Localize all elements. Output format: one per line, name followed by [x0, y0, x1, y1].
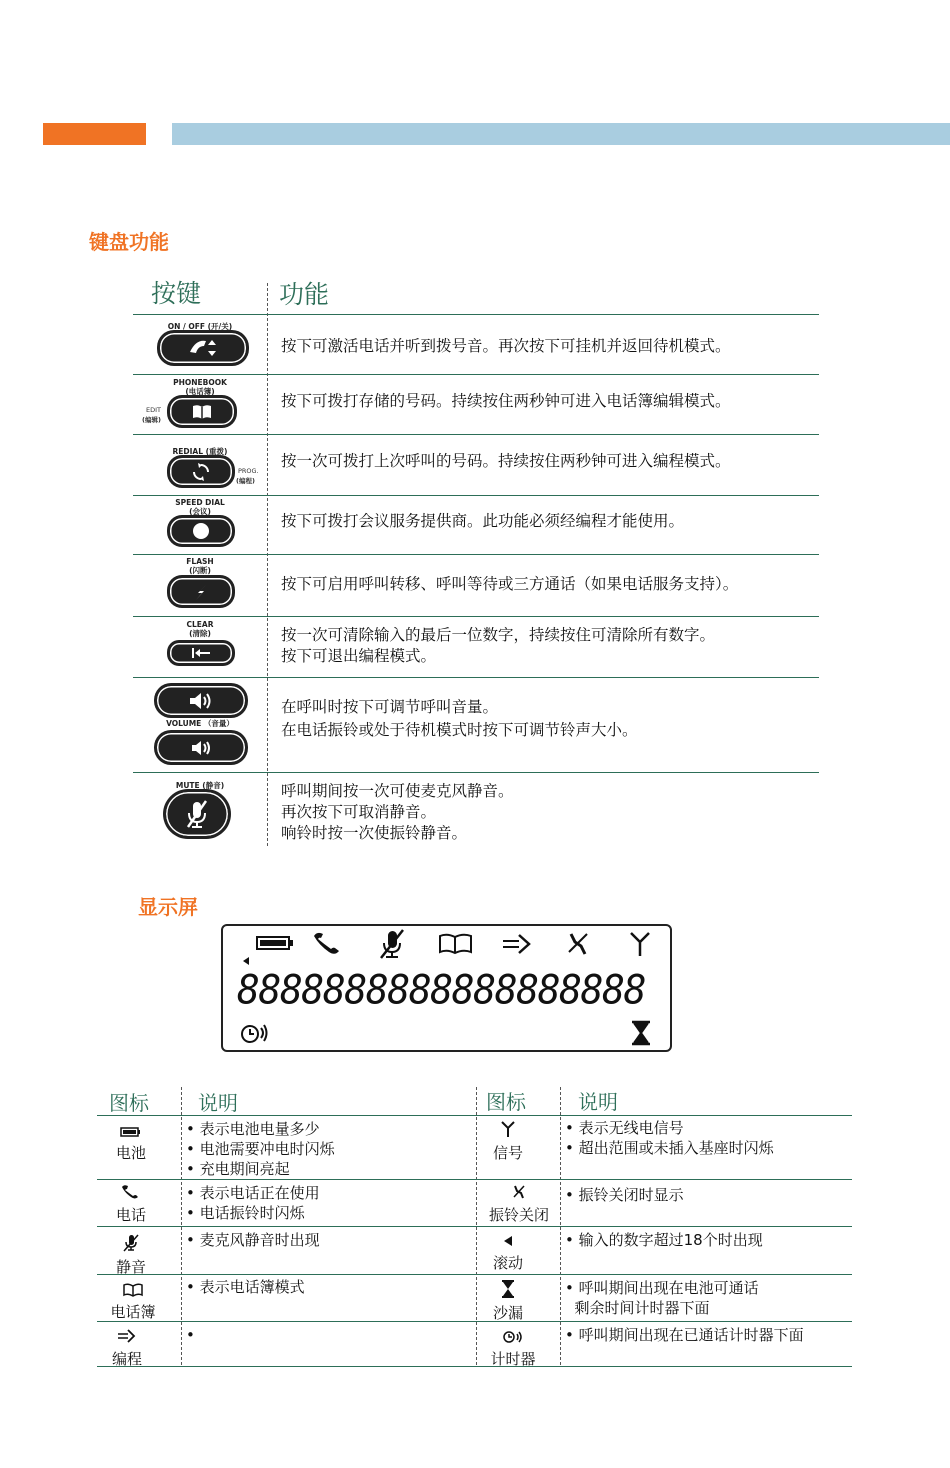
- book-icon: [191, 404, 213, 420]
- icon-row-hourglass: [480, 1280, 536, 1323]
- antenna-icon: [627, 930, 653, 958]
- clear-icon: [190, 647, 212, 659]
- book-icon: [437, 932, 475, 956]
- icon-desc-line: 呼叫期间出现在电池可通话: [578, 1279, 759, 1297]
- hourglass-icon: [629, 1020, 653, 1046]
- mic-mute-icon: [375, 928, 409, 960]
- program-arrow-icon: [116, 1328, 138, 1344]
- divider: [133, 374, 819, 375]
- mic-mute-icon: [121, 1234, 141, 1252]
- phone-icon: [311, 930, 345, 956]
- edit-label: EDIT: [146, 406, 161, 414]
- divider: [97, 1366, 852, 1367]
- prog-label: PROG.: [238, 467, 259, 475]
- key-label-volume: VOLUME （音量）: [166, 719, 234, 728]
- divider: [133, 314, 819, 315]
- icon-desc-line: 表示电池电量多少: [199, 1120, 320, 1138]
- divider: [133, 616, 819, 617]
- program-arrow-icon: [499, 932, 535, 956]
- mute-icon: [184, 799, 210, 829]
- icon-table-head-icon-right: 图标: [486, 1090, 526, 1114]
- hourglass-icon: [501, 1280, 515, 1298]
- icon-table-head-desc-left: 说明: [198, 1091, 238, 1115]
- phonebook-button[interactable]: [168, 396, 236, 427]
- key-desc-mute-1: 呼叫期间按一次可使麦克风静音。: [281, 782, 514, 800]
- icon-row-battery: [100, 1124, 162, 1163]
- key-desc-onoff: 按下可激活电话并听到拨号音。再次按下可挂机并返回待机模式。: [281, 337, 731, 355]
- icon-desc-line: 呼叫期间出现在已通话计时器下面: [578, 1326, 804, 1344]
- section-title-keypad: 键盘功能: [89, 230, 169, 254]
- section-title-display: 显示屏: [138, 895, 198, 919]
- icon-desc-line: 表示电话簿模式: [199, 1278, 305, 1296]
- key-label-phonebook: PHONEBOOK: [173, 378, 227, 387]
- icon-name: 沙漏: [492, 1304, 523, 1322]
- icon-desc-line: 麦克风静音时出现: [199, 1231, 320, 1249]
- icon-desc-signal: • 表示无线电信号 • 超出范围或未插入基座时闪烁: [565, 1119, 774, 1157]
- redial-button[interactable]: [168, 456, 234, 487]
- divider: [97, 1179, 852, 1180]
- divider: [97, 1321, 852, 1322]
- icon-desc-timer: • 呼叫期间出现在已通话计时器下面: [565, 1326, 804, 1344]
- timer-icon: [502, 1330, 524, 1344]
- volume-down-button[interactable]: [155, 731, 247, 764]
- icon-desc-phone: • 表示电话正在使用 • 电话振铃时闪烁: [186, 1184, 320, 1222]
- on-off-button[interactable]: [158, 331, 248, 365]
- mute-button[interactable]: [164, 790, 230, 838]
- flash-icon: [192, 583, 210, 601]
- key-sublabel-phonebook: (电话簿): [185, 387, 215, 396]
- divider: [97, 1226, 852, 1227]
- icon-row-timer: [482, 1330, 544, 1369]
- icon-desc-ringer-off: • 振铃关闭时显示: [565, 1186, 684, 1204]
- key-desc-flash: 按下可启用呼叫转移、呼叫等待或三方通话（如果电话服务支持）。: [281, 575, 739, 593]
- key-desc-volume-1: 在呼叫时按下可调节呼叫音量。: [281, 698, 499, 716]
- icon-row-phone: [100, 1184, 162, 1225]
- key-label-flash: FLASH: [186, 557, 214, 566]
- divider: [97, 1274, 852, 1275]
- header-bar-blue: [172, 123, 950, 145]
- timer-icon: [239, 1022, 271, 1044]
- icon-desc-line: 电话振铃时闪烁: [199, 1204, 305, 1222]
- header-bar-orange: [43, 123, 146, 145]
- battery-icon: [255, 934, 297, 952]
- icon-table-head-desc-right: 说明: [578, 1090, 618, 1114]
- icon-row-program: [100, 1328, 154, 1369]
- prog-sublabel: (编程): [236, 477, 255, 485]
- col-head-key: 按键: [151, 279, 202, 308]
- divider: [97, 1115, 852, 1116]
- antenna-icon: [500, 1120, 516, 1138]
- icon-desc-line: 输入的数字超过18个时出现: [578, 1231, 763, 1249]
- icon-desc-program: •: [186, 1326, 195, 1344]
- key-desc-speeddial: 按下可拨打会议服务提供商。此功能必须经编程才能使用。: [281, 512, 685, 530]
- icon-name: 滚动: [492, 1254, 523, 1272]
- icon-desc-line: 振铃关闭时显示: [578, 1186, 684, 1204]
- icon-desc-mute: • 麦克风静音时出现: [186, 1231, 320, 1249]
- lcd-display: [221, 924, 672, 1052]
- key-sublabel-clear: (清除): [189, 629, 211, 638]
- key-label-redial: REDIAL (重拨): [172, 447, 228, 456]
- key-desc-clear-1: 按一次可清除输入的最后一位数字，持续按住可清除所有数字。: [281, 626, 716, 644]
- icon-desc-line: 电池需要冲电时闪烁: [199, 1140, 335, 1158]
- key-desc-volume-2: 在电话振铃或处于待机模式时按下可调节铃声大小。: [281, 721, 638, 739]
- key-desc-redial: 按一次可拨打上次呼叫的号码。持续按住两秒钟可进入编程模式。: [281, 452, 731, 470]
- key-label-speeddial: SPEED DIAL: [175, 498, 225, 507]
- battery-icon: [120, 1126, 142, 1138]
- icon-desc-battery: • 表示电池电量多少 • 电池需要冲电时闪烁 • 充电期间亮起: [186, 1120, 335, 1178]
- volume-icon: [189, 739, 213, 757]
- dot-icon: [192, 522, 210, 540]
- icon-name: 信号: [492, 1144, 523, 1162]
- icon-desc-line: 充电期间亮起: [199, 1160, 290, 1178]
- speed-dial-button[interactable]: [168, 516, 234, 546]
- divider: [133, 434, 819, 435]
- icon-name: 电话簿: [110, 1303, 156, 1321]
- icon-row-mute: [100, 1234, 162, 1277]
- key-col-divider: [267, 283, 268, 846]
- icon-name: 编程: [111, 1350, 142, 1368]
- volume-up-button[interactable]: [155, 684, 247, 717]
- divider: [133, 495, 819, 496]
- divider: [133, 677, 819, 678]
- redial-icon: [192, 463, 210, 481]
- icon-row-scroll: [480, 1234, 536, 1273]
- phone-icon: [120, 1184, 142, 1200]
- icon-name: 静音: [115, 1258, 146, 1276]
- icon-row-phonebook: [100, 1283, 166, 1322]
- phone-updown-icon: [186, 337, 220, 359]
- divider: [133, 554, 819, 555]
- key-desc-phonebook: 按下可拨打存储的号码。持续按住两秒钟可进入电话簿编辑模式。: [281, 392, 731, 410]
- icon-name: 电池: [115, 1144, 146, 1162]
- icon-desc-line: 表示电话正在使用: [199, 1184, 320, 1202]
- edit-sublabel: (编辑): [142, 416, 161, 424]
- key-label-mute: MUTE (静音): [175, 781, 225, 790]
- icon-table-head-icon-left: 图标: [109, 1091, 149, 1115]
- icon-name: 计时器: [490, 1350, 536, 1368]
- icon-desc-line: 表示无线电信号: [578, 1119, 684, 1137]
- key-desc-clear-2: 按下可退出编程模式。: [281, 647, 437, 665]
- key-sublabel-flash: (闪断): [189, 566, 211, 575]
- flash-button[interactable]: [168, 576, 234, 607]
- icon-desc-hourglass: • 呼叫期间出现在电池可通话 剩余时间计时器下面: [565, 1279, 759, 1317]
- icon-desc-scroll: • 输入的数字超过18个时出现: [565, 1231, 763, 1249]
- clear-button[interactable]: [168, 641, 234, 665]
- volume-up-icon: [187, 691, 215, 711]
- icon-desc-line: 超出范围或未插入基座时闪烁: [578, 1139, 774, 1157]
- col-head-func: 功能: [279, 280, 330, 309]
- key-label-onoff: ON / OFF (开/关): [167, 322, 233, 331]
- book-icon: [122, 1283, 144, 1297]
- icon-row-ringer-off: [482, 1184, 556, 1225]
- key-label-clear: CLEAR: [186, 620, 214, 629]
- icon-name: 电话: [115, 1206, 146, 1224]
- key-desc-mute-2: 再次按下可取消静音。: [281, 803, 437, 821]
- icon-name: 振铃关闭: [488, 1206, 549, 1224]
- icon-desc-line: 剩余时间计时器下面: [574, 1299, 710, 1317]
- scroll-left-icon: [501, 1234, 515, 1248]
- key-sublabel-speeddial: (会议): [189, 507, 211, 516]
- icon-desc-phonebook: • 表示电话簿模式: [186, 1278, 305, 1296]
- divider: [133, 772, 819, 773]
- key-desc-mute-3: 响铃时按一次使振铃静音。: [281, 824, 468, 842]
- icon-row-signal: [480, 1120, 536, 1163]
- lcd-digits: 8888888888888888888: [237, 966, 646, 1014]
- ringer-off-icon: [510, 1184, 528, 1200]
- ringer-off-icon: [563, 930, 593, 958]
